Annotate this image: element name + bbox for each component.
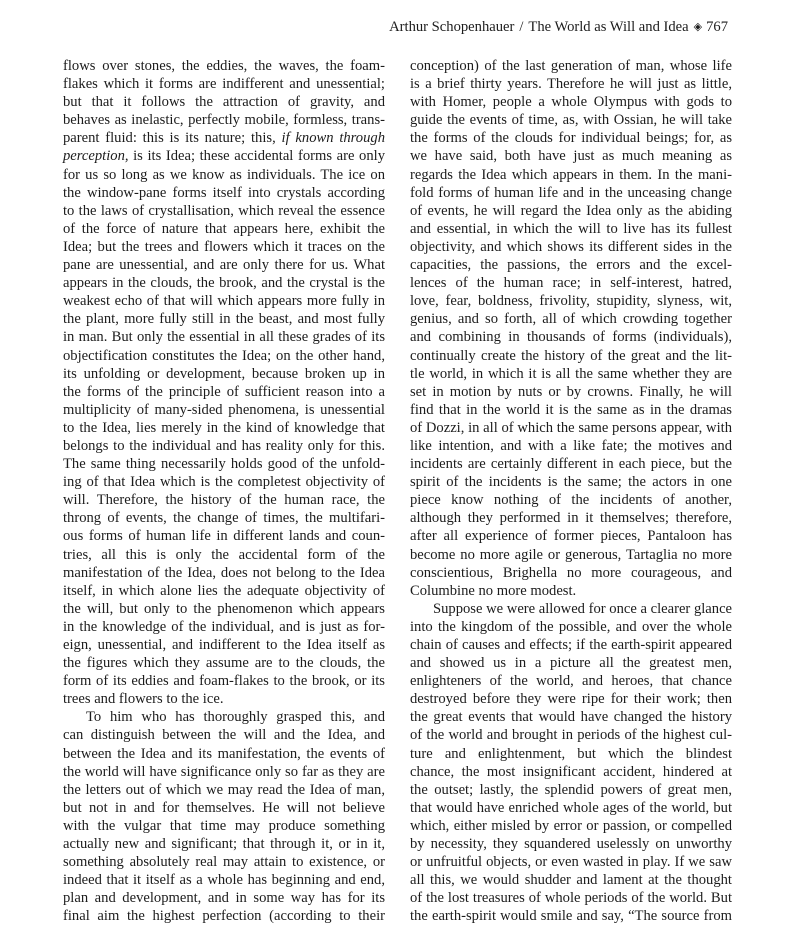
ornament-icon: ◈ (693, 21, 703, 33)
text-line: love, fear, boldness, frivolity, stupidity, slyness, wit, (410, 293, 732, 310)
text-line: behaves as inelastic, perfectly mobile, formless, trans- (63, 112, 385, 129)
text-line: for us so long as we know as individuals. The ice on (63, 166, 385, 183)
header-work-title: The World as Will and Idea (528, 19, 689, 35)
text-line: chain of causes and effects; if the earth-spirit appeared (410, 637, 732, 653)
text-line: enlighteners of the world, and heroes, that chance (410, 673, 732, 690)
text-line: in man. But only the essential in all these grades of its (63, 329, 385, 346)
text-line: lences of the human race; in self-interest, hatred, (410, 275, 732, 292)
text-line: the will, but only to the phenomenon which appears (63, 600, 385, 617)
text-line: the figures which they assume are to the clouds, the (63, 655, 385, 672)
text-line: the letters out of which we may read the Idea of man, (63, 781, 385, 798)
header-author: Arthur Schopenhauer (389, 19, 515, 35)
header-separator: / (519, 19, 524, 35)
text-line: of the force of nature that appears here, exhibit the (63, 220, 385, 237)
italic-text: perception, (63, 148, 129, 165)
text-line: multiplicity of many-sided phenomena, is unessential (63, 401, 385, 418)
text-line: we have said, both have just as much meaning as (410, 148, 732, 165)
text-line: conception) of the last generation of man, whose life (410, 58, 732, 74)
text-line: set in motion by nuts or by crowns. Finally, he will (410, 383, 732, 400)
text-line: perception, is its Idea; these accidental forms are only (63, 148, 385, 165)
running-head (389, 18, 728, 37)
text-line: the earth-spirit would smile and say, “The source from (410, 908, 732, 925)
text-line: ture and enlightenment, but which the blindest (410, 745, 732, 762)
text-line: the world will have significance only so far as they are (63, 763, 385, 780)
text-line: To him who has thoroughly grasped this, and (86, 709, 385, 726)
text-line: Idea; but the trees and flowers which it traces on the (63, 238, 385, 255)
text-line: will. Therefore, the history of the human race, the (63, 492, 385, 509)
text-line: like intention, and with a like fate; the motives and (410, 437, 732, 454)
text-line: with Homer, people a whole Olympus with gods to (410, 94, 732, 111)
text-line: spirit of the incidents is the same; the actors in one (410, 474, 732, 491)
italic-text: if known through (281, 130, 385, 147)
text-line: objectivity, and which shows its different sides in the (410, 238, 732, 255)
text-line: of the lost treasures of whole periods of the world. But (410, 890, 732, 907)
text-line: which, either misled by error or passion, or compelled (410, 817, 732, 834)
text-line: trees and flowers to the ice. (63, 691, 224, 708)
text-line: the forms of the principle of sufficient reason into a (63, 383, 385, 400)
text-line: incidents are certainly different in each piece, but the (410, 456, 732, 473)
text-line: The same thing necessarily holds good of the unfold- (63, 456, 385, 473)
text-line: conscientious, Brighella no more courageous, and (410, 564, 732, 581)
text-line: appears in the clouds, the brook, and the crystal is the (63, 275, 385, 292)
text-line: guide the events of time, as, with Ossian, he will take (410, 112, 732, 129)
text-line: between the Idea and its manifestation, the events of (63, 745, 385, 762)
text-line: eign, unessential, and indifferent to the Idea itself as (63, 637, 385, 653)
text-line: is a brief thirty years. Therefore he will just as little, (410, 76, 732, 93)
text-line: parent fluid: this is its nature; this, if known through (63, 130, 385, 147)
text-line: but not in and for themselves. He will not believe (63, 799, 385, 816)
text-line: of events, he will regard the Idea only as the abiding (410, 202, 732, 219)
text-line: manifestation of the Idea, does not belong to the Idea (63, 564, 385, 581)
text-line: Columbine no more modest. (410, 582, 577, 599)
text-line: its unfolding or development, because broken up in (63, 365, 385, 382)
text-line: capacities, the passions, the errors and the excel- (410, 257, 732, 274)
text-line: piece know nothing of the incidents of another, (410, 492, 732, 509)
text-line: something absolutely real may attain to existence, or (63, 854, 385, 871)
right-column (410, 57, 732, 926)
text-line: by necessity, they squandered uselessly on unworthy (410, 836, 732, 853)
text-line: ous forms of human life in different lands and coun- (63, 528, 385, 545)
text-line: and combining in thousands of forms (individuals), (410, 329, 732, 346)
text-line: genius, and so forth, all of which crowding together (410, 311, 732, 328)
text-line: plan and development, and in some way has for its (63, 890, 385, 907)
text-line: with the vulgar that time may produce something (63, 817, 385, 834)
text-line: and essential, in which the will to live has its fullest (410, 220, 732, 237)
text-line: indeed that it itself as a whole has beginning and end, (63, 872, 385, 889)
text-line: regards the Idea which appears in them. In the mani- (410, 166, 732, 183)
text-line: ing of that Idea which is the completest objectivity of (63, 474, 385, 491)
text-line: flakes which it forms are indifferent and unessential; (63, 76, 385, 93)
text-line: objectification constitutes the Idea; on the other hand, (63, 347, 385, 364)
page-number: 767 (706, 19, 728, 35)
text-line: fold forms of human life and in the unceasing change (410, 184, 732, 201)
text-line: all this, we would shudder and lament at the thought (410, 872, 732, 889)
text-line: continually create the history of the great and the lit- (410, 347, 732, 364)
text-line: pane are unessential, and are only there for us. What (63, 257, 385, 274)
text-line: weakest echo of that will which appears more fully in (63, 293, 385, 310)
text-line: tle world, in which it is all the same whether they are (410, 365, 732, 382)
text-line: can distinguish between the will and the Idea, and (63, 727, 385, 744)
text-line: of Dozzi, in all of which the same persons appear, with (410, 419, 732, 436)
text-line: the plant, more fully still in the beast, and most fully (63, 311, 385, 328)
text-line: become no more agile or generous, Tartaglia no more (410, 546, 732, 563)
text-line: itself, in which alone lies the adequate objectivity of (63, 582, 385, 599)
text-line: after all experience of former pieces, Pantaloon has (410, 528, 732, 545)
text-line: Suppose we were allowed for once a clearer glance (433, 600, 733, 617)
text-line: the forms of the clouds for individual beings; for, as (410, 130, 732, 147)
text-line: but that it follows the attraction of gravity, and (63, 94, 385, 111)
text-line: the outset; lastly, the splendid powers of great men, (410, 781, 732, 798)
text-line: destroyed before they were ripe for their work; then (410, 691, 732, 708)
text-line: to the laws of crystallisation, which reveal the essence (63, 202, 385, 219)
text-line: tries, all this is only the accidental form of the (63, 546, 385, 563)
text-line: into the kingdom of the possible, and over the whole (410, 618, 732, 635)
text-line: and showed us in a picture all the greatest men, (410, 655, 732, 672)
text-line: the great events that would have changed the history (410, 709, 732, 726)
text-line: in the knowledge of the individual, and is just as for- (63, 618, 385, 635)
text-line: or unfruitful objects, or even wasted in play. If we saw (410, 854, 732, 871)
text-line: form of its eddies and foam-flakes to the brook, or its (63, 673, 385, 690)
text-line: throng of events, the change of times, the multifari- (63, 510, 385, 527)
text-line: actually new and significant; that through it, or in it, (63, 836, 385, 853)
text-line: to the Idea, lies merely in the kind of knowledge that (63, 419, 385, 436)
text-line: of the world and brought in periods of the highest cul- (410, 727, 732, 744)
text-line: although they performed in it themselves; therefore, (410, 510, 732, 527)
text-line: the window-pane forms itself into crystals according (63, 184, 385, 201)
text-line: chance, the most insignificant accident, hindered at (410, 763, 732, 780)
left-column (63, 57, 385, 926)
text-line: belongs to the individual and has reality only for this. (63, 437, 385, 454)
text-line: final aim the highest perfection (according to their (63, 908, 385, 925)
text-line: find that in the world it is the same as in the dramas (410, 401, 732, 418)
text-line: flows over stones, the eddies, the waves, the foam- (63, 58, 385, 74)
text-line: that would have enriched whole ages of the world, but (410, 799, 732, 816)
